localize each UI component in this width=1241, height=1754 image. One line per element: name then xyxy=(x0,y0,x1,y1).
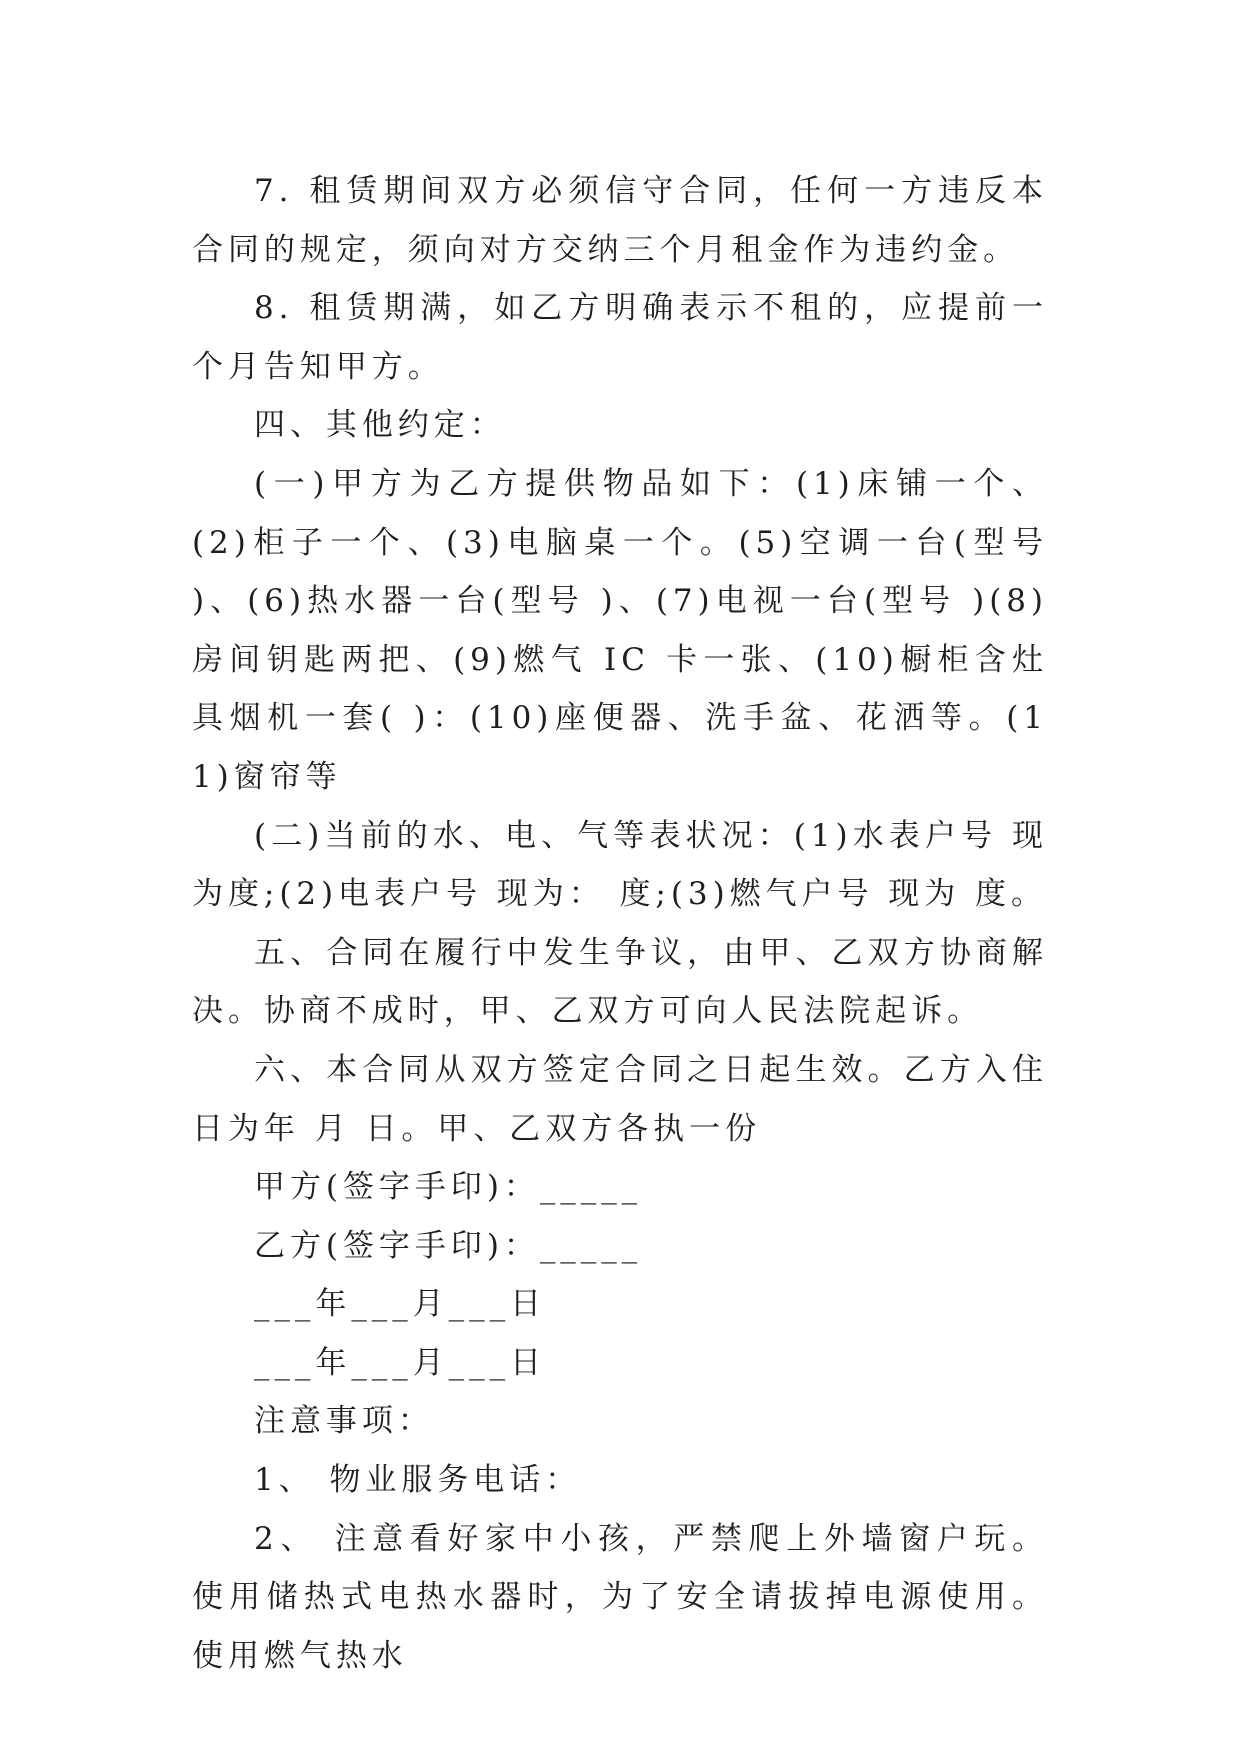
provided-items-paragraph: (一)甲方为乙方提供物品如下：(1)床铺一个、(2)柜子一个、(3)电脑桌一个。(5)空调一台(型号 )、(6)热水器一台(型号 )、(7)电视一台(型号 )(8)房间钥匙两把、(9)燃气 IC 卡一张、(10)橱柜含灶具烟机一套( )：(10)座便器、洗手盆、花洒等。(11)窗帘等 xyxy=(192,465,1048,795)
date-line-1: ___年___月___日 xyxy=(254,1286,547,1323)
clause-8-paragraph: 8. 租赁期满，如乙方明确表示不租的，应提前一个月告知甲方。 xyxy=(192,290,1048,385)
effective-date-paragraph: 六、本合同从双方签定合同之日起生效。乙方入住日为年 月 日。甲、乙双方各执一份 xyxy=(192,1051,1048,1147)
contract-text-body xyxy=(192,162,1048,1685)
clause-7-paragraph: 7. 租赁期间双方必须信守合同，任何一方违反本合同的规定，须向对方交纳三个月租金作为违约金。 xyxy=(192,173,1048,268)
note-1-line: 1、 物业服务电话： xyxy=(254,1462,582,1499)
notes-heading: 注意事项： xyxy=(254,1403,434,1440)
party-b-signature-line: 乙方(签字手印)：_____ xyxy=(254,1227,643,1264)
date-line-2: ___年___月___日 xyxy=(254,1344,547,1381)
meter-status-paragraph: (二)当前的水、电、气等表状况：(1)水表户号 现为度;(2)电表户号 现为： 度;(3)燃气户号 现为 度。 xyxy=(192,817,1048,913)
dispute-resolution-paragraph: 五、合同在履行中发生争议，由甲、乙双方协商解决。协商不成时，甲、乙双方可向人民法院起诉。 xyxy=(192,934,1048,1030)
party-a-signature-line: 甲方(签字手印)：_____ xyxy=(254,1169,643,1206)
section-4-heading: 四、其他约定： xyxy=(254,407,506,444)
note-2-paragraph: 2、 注意看好家中小孩，严禁爬上外墙窗户玩。使用储热式电热水器时，为了安全请拔掉电源使用。使用燃气热水 xyxy=(192,1520,1048,1674)
